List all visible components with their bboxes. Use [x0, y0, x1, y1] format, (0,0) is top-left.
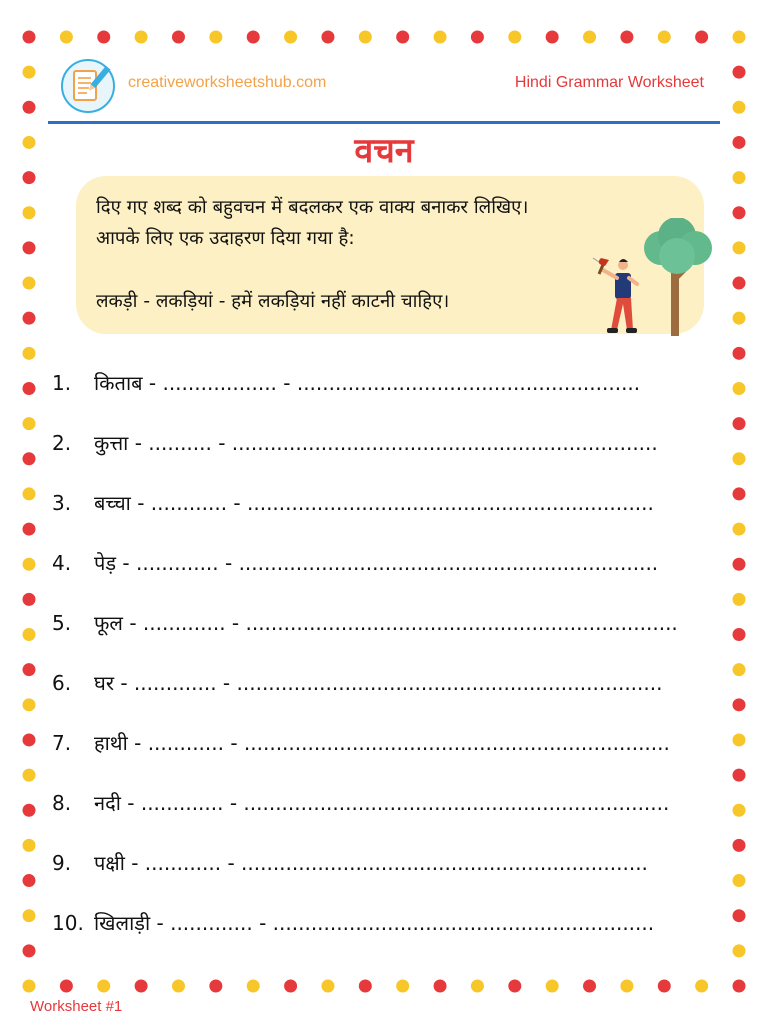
question-text: किताब - .................. - ...................................................... [94, 371, 641, 395]
border-dot [733, 944, 746, 957]
border-dot [733, 101, 746, 114]
instruction-line-1: दिए गए शब्द को बहुवचन में बदलकर एक वाक्य बनाकर लिखिए। [96, 197, 529, 218]
question-text: खिलाड़ी - ............. - ............................................................ [94, 911, 655, 935]
border-dot [23, 733, 36, 746]
question-number: 1. [52, 371, 72, 395]
border-dot [508, 31, 521, 44]
border-dot [434, 980, 447, 993]
border-dot [172, 980, 185, 993]
border-dot [733, 206, 746, 219]
border-dot [60, 980, 73, 993]
question-row[interactable] [52, 489, 742, 521]
border-dot [396, 980, 409, 993]
border-dot [546, 31, 559, 44]
question-text: कुत्ता - .......... - ................................................................... [94, 431, 658, 455]
border-dot [284, 31, 297, 44]
woodcutter-illustration [585, 218, 715, 336]
question-number: 8. [52, 791, 72, 815]
border-dot [60, 31, 73, 44]
border-dot [23, 277, 36, 290]
question-row[interactable] [52, 909, 742, 941]
border-dot [23, 769, 36, 782]
question-row[interactable] [52, 609, 742, 641]
worksheet-number: Worksheet #1 [30, 998, 123, 1015]
worksheet-category: Hindi Grammar Worksheet [514, 74, 704, 91]
question-row[interactable] [52, 729, 742, 761]
question-row[interactable] [52, 669, 742, 701]
border-dot [135, 31, 148, 44]
question-number: 4. [52, 551, 72, 575]
border-dot [23, 452, 36, 465]
border-dot [209, 980, 222, 993]
border-dot [733, 347, 746, 360]
site-name: creativeworksheetshub.com [128, 74, 327, 91]
border-dot [135, 980, 148, 993]
question-number: 5. [52, 611, 72, 635]
border-dot [23, 980, 36, 993]
question-number: 10. [52, 911, 84, 935]
border-dot [247, 31, 260, 44]
border-dot [658, 31, 671, 44]
border-dot [23, 206, 36, 219]
border-dot [359, 980, 372, 993]
instruction-line-2: आपके लिए एक उदाहरण दिया गया है: [96, 228, 355, 249]
border-dot [733, 980, 746, 993]
question-number: 7. [52, 731, 72, 755]
question-row[interactable] [52, 849, 742, 881]
border-dot [172, 31, 185, 44]
border-dot [396, 31, 409, 44]
question-text: बच्चा - ............ - ................................................................ [94, 491, 654, 515]
border-dot [23, 101, 36, 114]
question-text: घर - ............. - ................................................................... [94, 671, 663, 695]
border-dot [23, 523, 36, 536]
header-divider [48, 121, 720, 124]
border-dot [733, 241, 746, 254]
question-text: हाथी - ............ - ................................................................... [94, 731, 670, 755]
border-dot [247, 980, 260, 993]
border-dot [23, 839, 36, 852]
border-dot [23, 66, 36, 79]
worksheet-pencil-icon [60, 58, 116, 114]
border-dot [23, 663, 36, 676]
border-dot [733, 312, 746, 325]
border-dot [23, 417, 36, 430]
border-dot [23, 347, 36, 360]
border-dot [209, 31, 222, 44]
border-dot [23, 698, 36, 711]
border-dot [471, 31, 484, 44]
border-dot [695, 31, 708, 44]
border-dot [434, 31, 447, 44]
border-dot [695, 980, 708, 993]
border-dot [583, 31, 596, 44]
border-dot [23, 312, 36, 325]
border-dot [23, 804, 36, 817]
border-dot [359, 31, 372, 44]
border-dot [23, 31, 36, 44]
border-dot [733, 523, 746, 536]
question-row[interactable] [52, 369, 742, 401]
border-dot [508, 980, 521, 993]
border-dot [733, 769, 746, 782]
question-text: नदी - ............. - ................................................................... [94, 791, 670, 815]
border-dot [471, 980, 484, 993]
question-number: 6. [52, 671, 72, 695]
worksheet-title: वचन [354, 131, 414, 171]
border-dot [620, 980, 633, 993]
question-text: पक्षी - ............ - ................................................................ [94, 851, 648, 875]
border-dot [733, 31, 746, 44]
border-dot [23, 944, 36, 957]
question-row[interactable] [52, 789, 742, 821]
question-row[interactable] [52, 429, 742, 461]
border-dot [23, 241, 36, 254]
border-dot [97, 31, 110, 44]
border-dot [321, 31, 334, 44]
question-text: फूल - ............. - .................................................................... [94, 611, 678, 635]
border-dot [23, 171, 36, 184]
border-dot [284, 980, 297, 993]
border-dot [23, 558, 36, 571]
border-dot [23, 593, 36, 606]
question-number: 9. [52, 851, 72, 875]
border-dot [733, 171, 746, 184]
border-dot [23, 874, 36, 887]
border-dot [321, 980, 334, 993]
question-row[interactable] [52, 549, 742, 581]
border-dot [23, 487, 36, 500]
question-number: 2. [52, 431, 72, 455]
question-text: पेड़ - ............. - .................................................................. [94, 551, 659, 575]
border-dot [546, 980, 559, 993]
border-dot [23, 382, 36, 395]
border-dot [733, 593, 746, 606]
border-dot [97, 980, 110, 993]
border-dot [583, 980, 596, 993]
border-dot [733, 277, 746, 290]
border-dot [733, 66, 746, 79]
border-dot [23, 909, 36, 922]
border-dot [658, 980, 671, 993]
example-sentence: लकड़ी - लकड़ियां - हमें लकड़ियां नहीं काटनी चाहिए। [96, 291, 450, 312]
question-number: 3. [52, 491, 72, 515]
border-dot [23, 628, 36, 641]
border-dot [620, 31, 633, 44]
